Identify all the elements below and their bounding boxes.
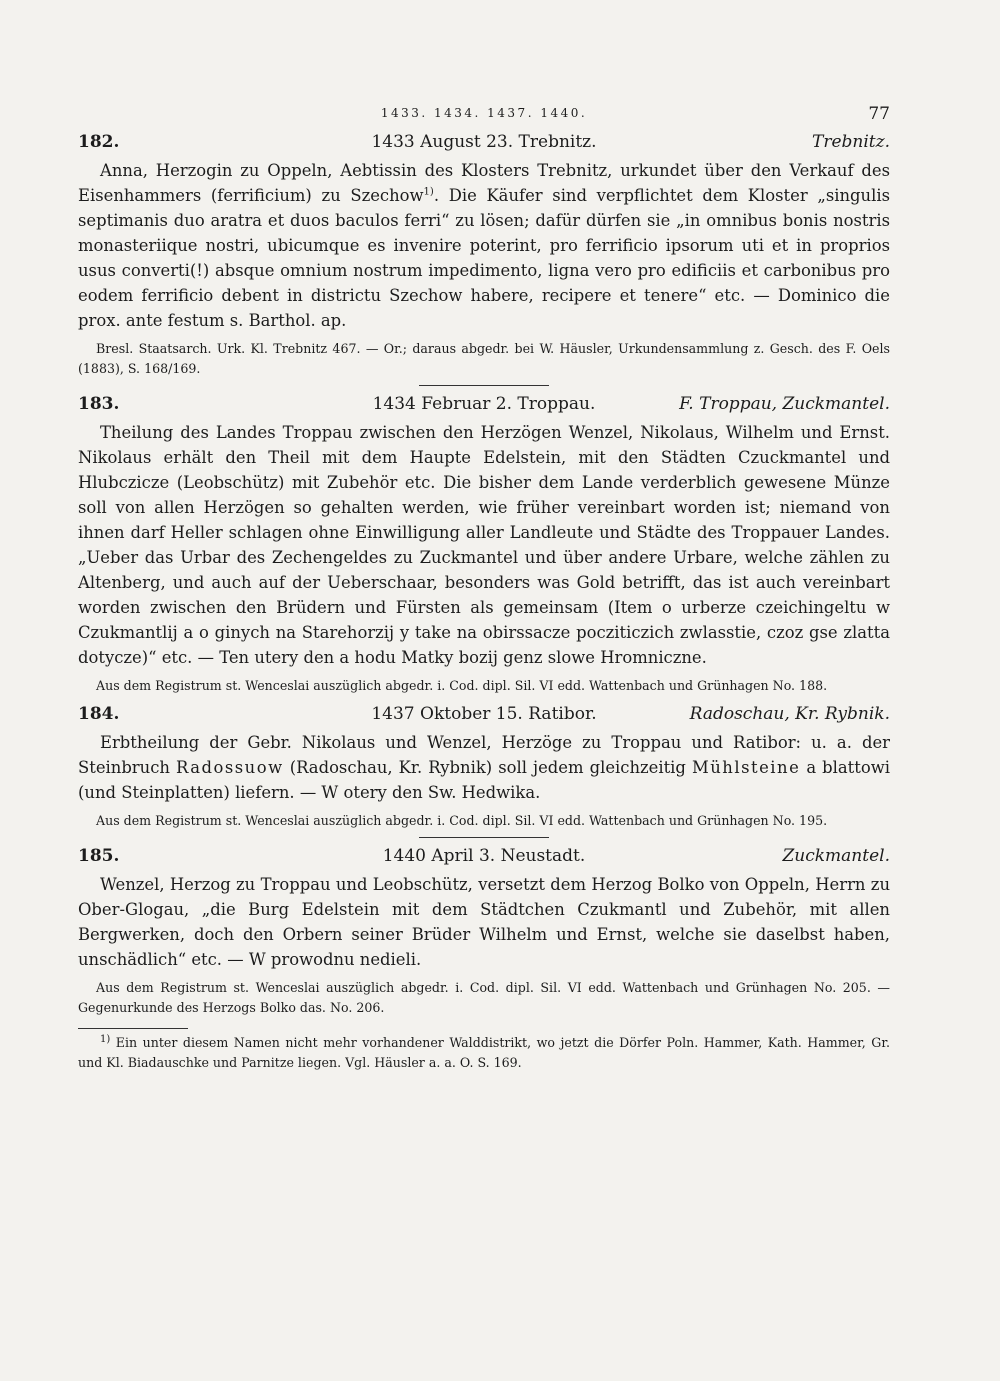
entry-date: 1434 Februar 2. Troppau.: [372, 394, 596, 414]
entry-date: 1440 April 3. Neustadt.: [382, 846, 586, 866]
entry-text-part: . Die Käufer sind verpflichtet dem Kloster „singulis septimanis duo aratra et duos baculos ferri“ zu lösen; dafür dürfen sie „in omnibus bonis nostris monasteriique nostri, ubicumque es invenire poterint, pro ferrificio ipsorum uti et in proprios usus converti(!) absque omnium nostrum impedimento, ligna vero pro edificiis et carbonibus pro eodem ferrificio debent in districtu Szechow habere, recipere et tenere“ etc. — Dominico die prox. ante festum s. Barthol. ap.: [78, 186, 890, 330]
entry-place: Radoschau, Kr. Rybnik.: [689, 704, 890, 724]
entry-divider: [419, 385, 549, 386]
entry-text-part: a blattowi (und Steinplatten) liefern. — W otery den Sw. Hedwika.: [78, 758, 890, 802]
footnote-mark: 1): [100, 1033, 111, 1045]
entry-place: Zuckmantel.: [782, 846, 890, 866]
entry-header: [78, 132, 890, 158]
entry-184: [78, 704, 890, 831]
entry-place: F. Troppau, Zuckmantel.: [679, 394, 890, 414]
entry-header: [78, 704, 890, 730]
entry-date: 1433 August 23. Trebnitz.: [371, 132, 597, 152]
running-head-years: 1433. 1434. 1437. 1440.: [380, 106, 588, 120]
page-number: 77: [868, 104, 890, 124]
entry-text: [78, 158, 890, 333]
entry-number: 182.: [78, 132, 120, 152]
entry-date: 1437 Oktober 15. Ratibor.: [371, 704, 597, 724]
entry-text: [78, 730, 890, 805]
footnote-divider: [78, 1028, 188, 1029]
entry-source: Aus dem Registrum st. Wenceslai auszüglich abgedr. i. Cod. dipl. Sil. VI edd. Wattenbach und Grünhagen No. 195.: [96, 813, 828, 828]
entry-number: 185.: [78, 846, 120, 866]
entry-source: Bresl. Staatsarch. Urk. Kl. Trebnitz 467. — Or.; daraus abgedr. bei W. Häusler, Urkundensammlung z. Gesch. des F. Oels (1883), S. 168/169.: [78, 341, 890, 376]
entry-text-part: Anna, Herzogin zu Oppeln, Aebtissin des Klosters Trebnitz, urkundet über den Verkauf des Eisenhammers (ferrificium) zu Szechow: [78, 161, 890, 205]
entry-text: Theilung des Landes Troppau zwischen den Herzögen Wenzel, Nikolaus, Wilhelm und Ernst. Nikolaus erhält den Theil mit dem Haupte Edelstein, mit den Städten Czuckmantel und Hlubczicze (Leobschütz) mit Zubehör etc. Die bisher dem Lande verderblich gewesene Münze soll von allen Herzögen so gehalten werden, wie früher vereinbart worden ist; niemand von ihnen darf Heller schlagen ohne Einwilligung aller Landleute und Städte des Troppauer Landes. „Ueber das Urbar des Zechengeldes zu Zuckmantel und über andere Urbare, welche zählen zu Altenberg, und auch auf der Ueberschaar, besonders was Gold betrifft, das ist auch vereinbart worden zwischen den Brüdern und Fürsten als gemeinsam (Item o urberze czeichingeltu w Czukmantlij a o ginych na Starehorzij y take na obirssacze pocziticzich zwlasstie, czoz gse zlatta dotycze)“ etc. — Ten utery den a hodu Matky bozij genz slowe Hromniczne.: [78, 423, 890, 667]
entry-text-part: Erbtheilung der Gebr. Nikolaus und Wenzel, Herzöge zu Troppau und Ratibor: u. a. der Steinbruch: [78, 733, 890, 777]
entry-place: Trebnitz.: [812, 132, 890, 152]
running-head: [78, 100, 890, 130]
entry-header: [78, 846, 890, 872]
entry-header: [78, 394, 890, 420]
entry-183: [78, 394, 890, 696]
entry-divider: [419, 837, 549, 838]
entry-source: Aus dem Registrum st. Wenceslai auszüglich abgedr. i. Cod. dipl. Sil. VI edd. Wattenbach und Grünhagen No. 205. — Gegenurkunde des Herzogs Bolko das. No. 206.: [78, 980, 890, 1015]
entry-185: [78, 846, 890, 1018]
entry-number: 184.: [78, 704, 120, 724]
entry-text: Wenzel, Herzog zu Troppau und Leobschütz, versetzt dem Herzog Bolko von Oppeln, Herrn zu Ober-Glogau, „die Burg Edelstein mit dem Städtchen Czukmantl und Zubehör, mit allen Bergwerken, doch den Orbern seiner Brüder Wilhelm und Ernst, welche sie daselbst haben, unschädlich“ etc. — W prowodnu nedieli.: [78, 875, 890, 969]
document-page: [78, 100, 890, 1073]
entry-source: Aus dem Registrum st. Wenceslai auszüglich abgedr. i. Cod. dipl. Sil. VI edd. Wattenbach und Grünhagen No. 188.: [96, 678, 828, 693]
entry-182: [78, 132, 890, 379]
entry-text-part: (Radoschau, Kr. Rybnik) soll jedem gleichzeitig: [283, 758, 692, 777]
spaced-term: Mühlsteine: [691, 758, 801, 777]
footnote: [78, 1033, 890, 1073]
footnote-mark: 1): [423, 186, 434, 198]
entry-number: 183.: [78, 394, 120, 414]
spaced-term: Radossuow: [176, 758, 284, 777]
footnote-text: Ein unter diesem Namen nicht mehr vorhandener Walddistrikt, wo jetzt die Dörfer Poln. Hammer, Kath. Hammer, Gr. und Kl. Biadauschke und Parnitze liegen. Vgl. Häusler a. a. O. S. 169.: [78, 1035, 890, 1070]
